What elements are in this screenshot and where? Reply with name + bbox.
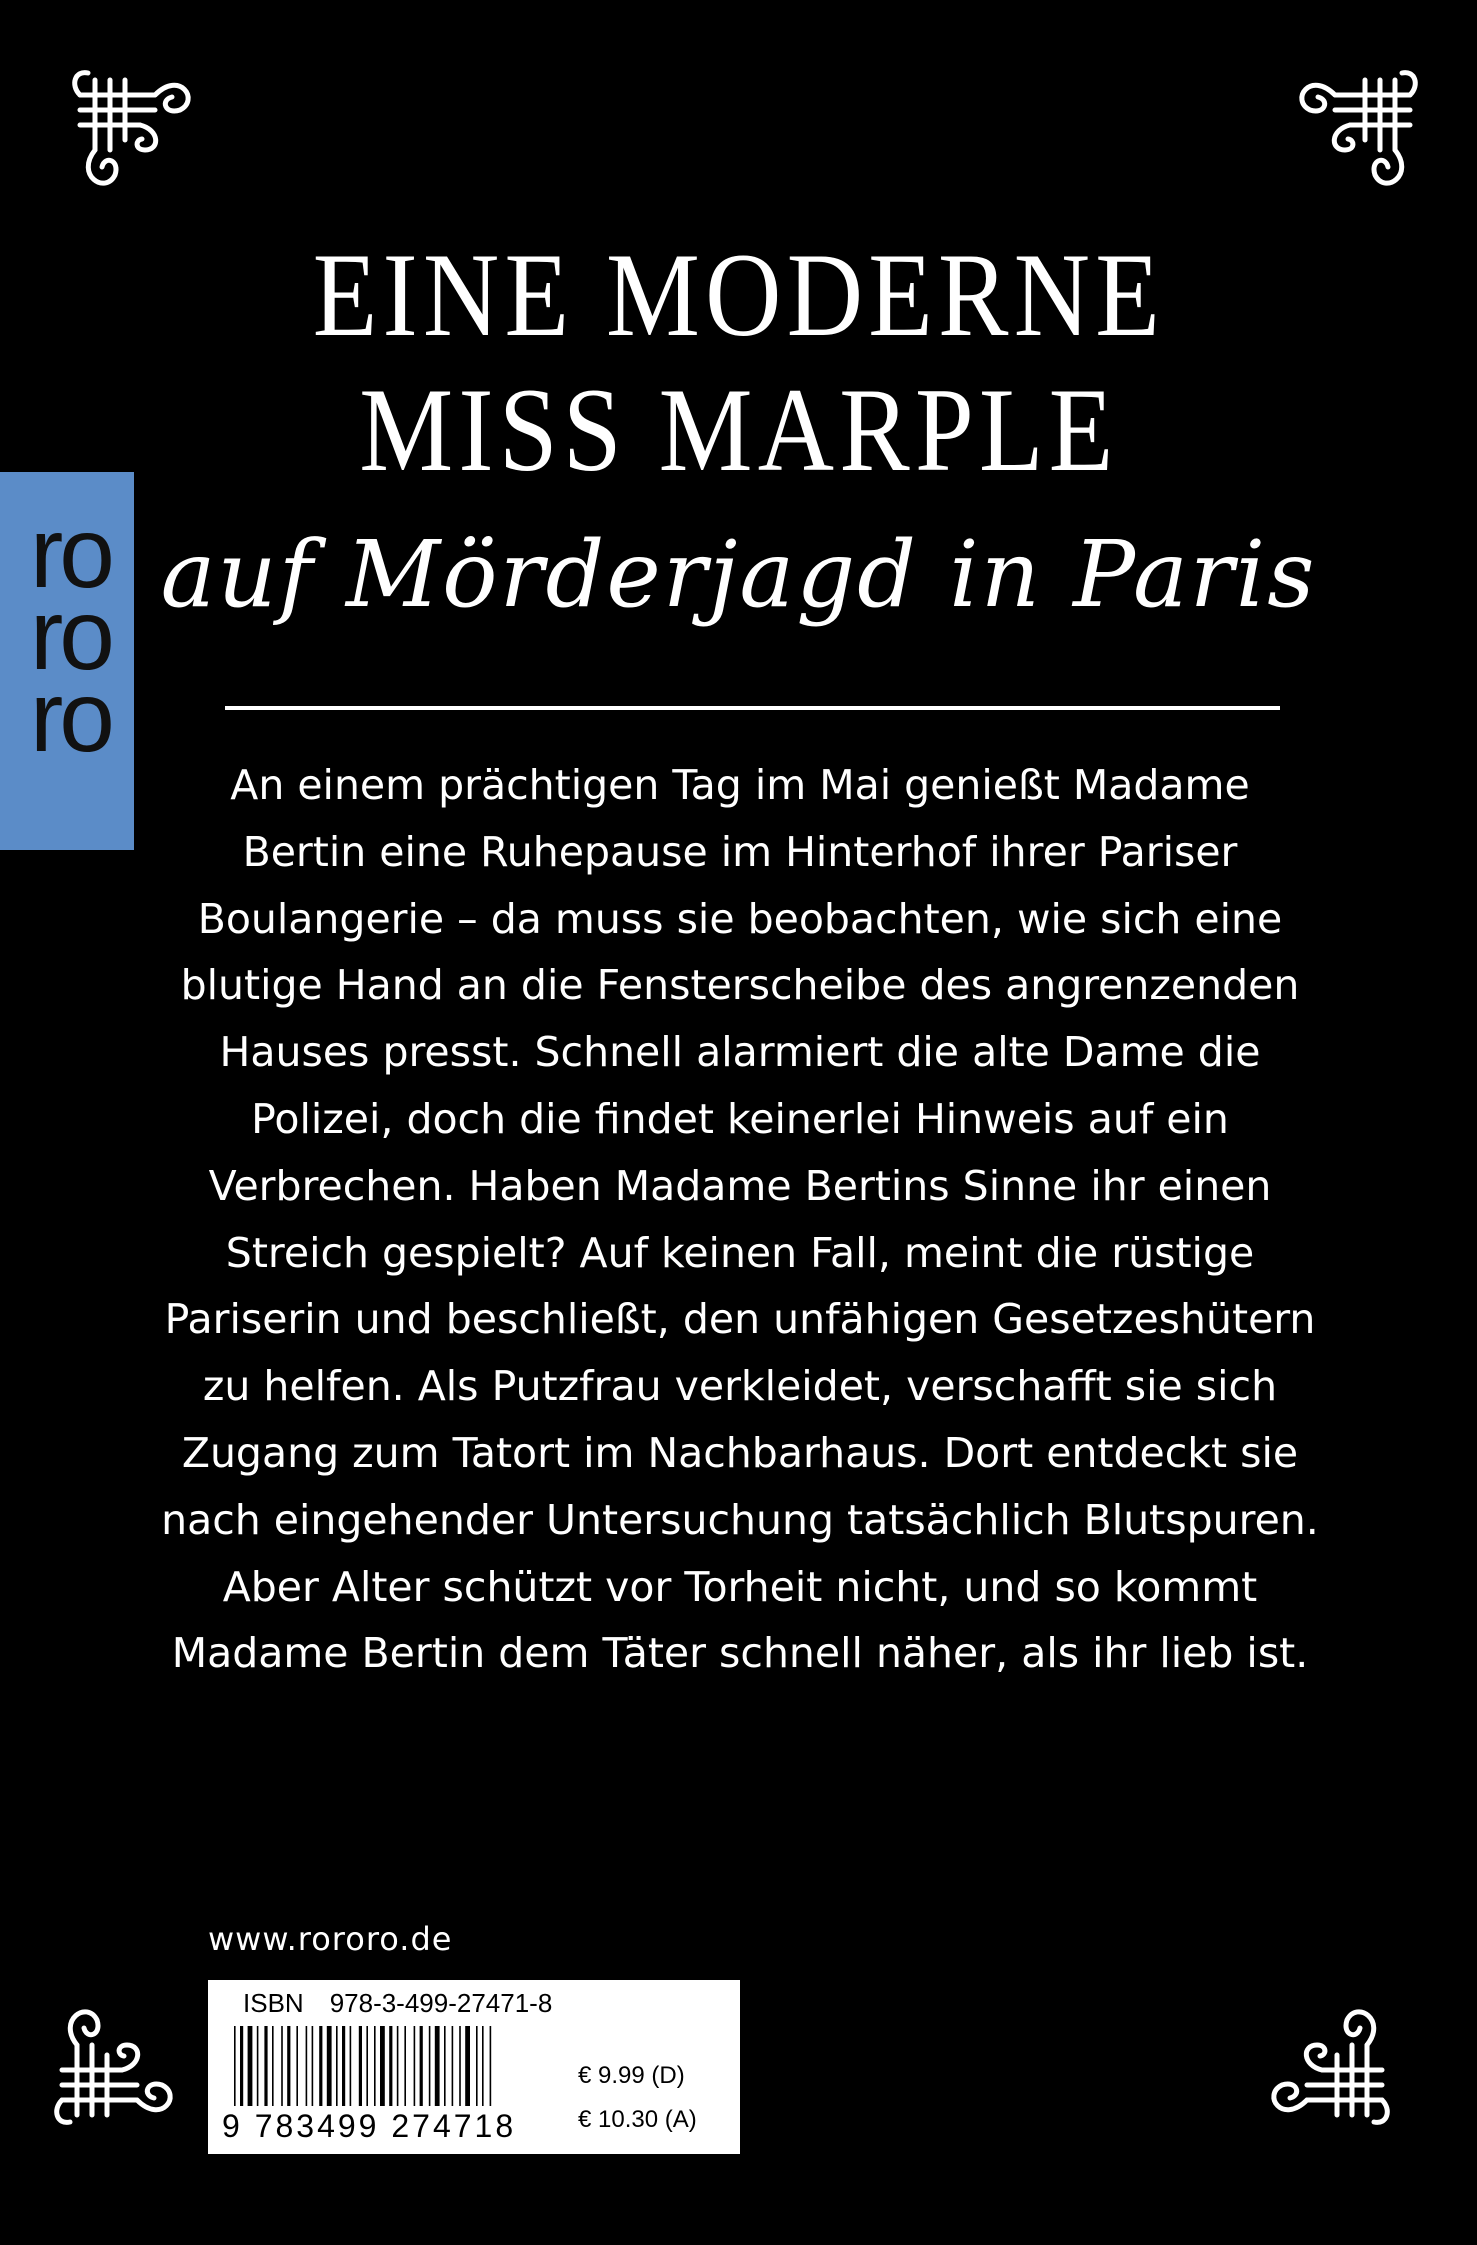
- blurb-line: Pariserin und beschließt, den unfähigen Gesetzeshütern: [164, 1295, 1316, 1344]
- flourish-ornament-icon: [1290, 55, 1430, 195]
- barcode-bar: [264, 2026, 267, 2106]
- blurb-line: blutige Hand an die Fensterscheibe des angrenzenden: [180, 961, 1300, 1010]
- blurb-line: Streich gespielt? Auf keinen Fall, meint die rüstige: [225, 1228, 1255, 1277]
- barcode-bar: [234, 2026, 236, 2106]
- headline-script: auf Mörderjagd in Paris: [160, 521, 1317, 628]
- barcode-bar: [452, 2026, 454, 2106]
- blurb-line: Verbrechen. Haben Madame Bertins Sinne ihr einen: [208, 1161, 1272, 1210]
- blurb-line: Bertin eine Ruhepause im Hinterhof ihrer Pariser: [242, 827, 1238, 876]
- blurb-text: [140, 752, 1340, 1687]
- blurb-line: zu helfen. Als Putzfrau verkleidet, verschafft sie sich: [202, 1362, 1278, 1411]
- barcode-bar: [257, 2026, 259, 2106]
- barcode-bar: [374, 2026, 376, 2106]
- barcode-bar: [389, 2026, 392, 2106]
- blurb-line: Hauses presst. Schnell alarmiert die alte Dame die: [219, 1028, 1261, 1077]
- logo-line: ro: [30, 579, 111, 691]
- blurb-line: Boulangerie – da muss sie beobachten, wie sich eine: [197, 894, 1283, 943]
- isbn-number: 978-3-499-27471-8: [329, 1988, 553, 2018]
- logo-line: ro: [30, 661, 111, 773]
- barcode-bar: [490, 2026, 492, 2106]
- blurb-line: Madame Bertin dem Täter schnell näher, als ihr lieb ist.: [171, 1629, 1309, 1678]
- divider-rule: [225, 706, 1280, 710]
- barcode-bar: [336, 2026, 338, 2106]
- barcode-bar: [240, 2026, 243, 2106]
- barcode-bar: [327, 2026, 332, 2106]
- barcode-bar: [342, 2026, 345, 2106]
- barcode-bar: [296, 2026, 298, 2106]
- barcode-bar: [476, 2026, 478, 2106]
- barcode-bar: [312, 2026, 314, 2106]
- barcode-bar: [397, 2026, 399, 2106]
- headline-line-2: MISS MARPLE: [359, 363, 1119, 496]
- headline-line-1: EINE MODERNE: [312, 228, 1166, 361]
- isbn-label: ISBN: [243, 1988, 304, 2018]
- barcode-bar: [482, 2026, 484, 2106]
- price-germany: € 9.99 (D): [578, 2062, 685, 2089]
- blurb-line: Zugang zum Tatort im Nachbarhaus. Dort entdeckt sie: [181, 1428, 1299, 1477]
- barcode: [220, 2026, 575, 2118]
- blurb-line: Polizei, doch die findet keinerlei Hinweis auf ein: [251, 1094, 1229, 1143]
- barcode-bar: [306, 2026, 308, 2106]
- barcode-bar: [404, 2026, 406, 2106]
- flourish-ornament-icon: [60, 55, 200, 195]
- blurb-line: An einem prächtigen Tag im Mai genießt Madame: [230, 761, 1250, 809]
- barcode-bar: [444, 2026, 446, 2106]
- barcode-bar: [366, 2026, 368, 2106]
- barcode-bar: [420, 2026, 423, 2106]
- barcode-bar: [414, 2026, 416, 2106]
- barcode-bar: [380, 2026, 385, 2106]
- logo-line: ro: [30, 497, 111, 609]
- flourish-ornament-icon: [1262, 2000, 1402, 2140]
- barcode-bar: [248, 2026, 253, 2106]
- barcode-bar: [350, 2026, 352, 2106]
- barcode-bar: [319, 2026, 322, 2106]
- blurb-line: nach eingehender Untersuchung tatsächlich Blutspuren.: [161, 1495, 1319, 1544]
- barcode-digits: 9 783499 274718: [222, 2108, 517, 2144]
- barcode-bar: [359, 2026, 362, 2106]
- flourish-ornament-icon: [42, 2000, 182, 2140]
- price-austria: € 10.30 (A): [578, 2106, 697, 2133]
- publisher-url[interactable]: www.rororo.de: [208, 1920, 453, 1958]
- barcode-bar: [287, 2026, 290, 2106]
- barcode-box: [208, 1980, 740, 2154]
- barcode-bar: [465, 2026, 470, 2106]
- barcode-bar: [459, 2026, 461, 2106]
- barcode-bar: [435, 2026, 440, 2106]
- blurb-line: Aber Alter schützt vor Torheit nicht, und so kommt: [222, 1562, 1258, 1611]
- isbn-line: [243, 1988, 552, 2019]
- barcode-bar: [272, 2026, 274, 2106]
- barcode-bar: [429, 2026, 431, 2106]
- barcode-bar: [281, 2026, 283, 2106]
